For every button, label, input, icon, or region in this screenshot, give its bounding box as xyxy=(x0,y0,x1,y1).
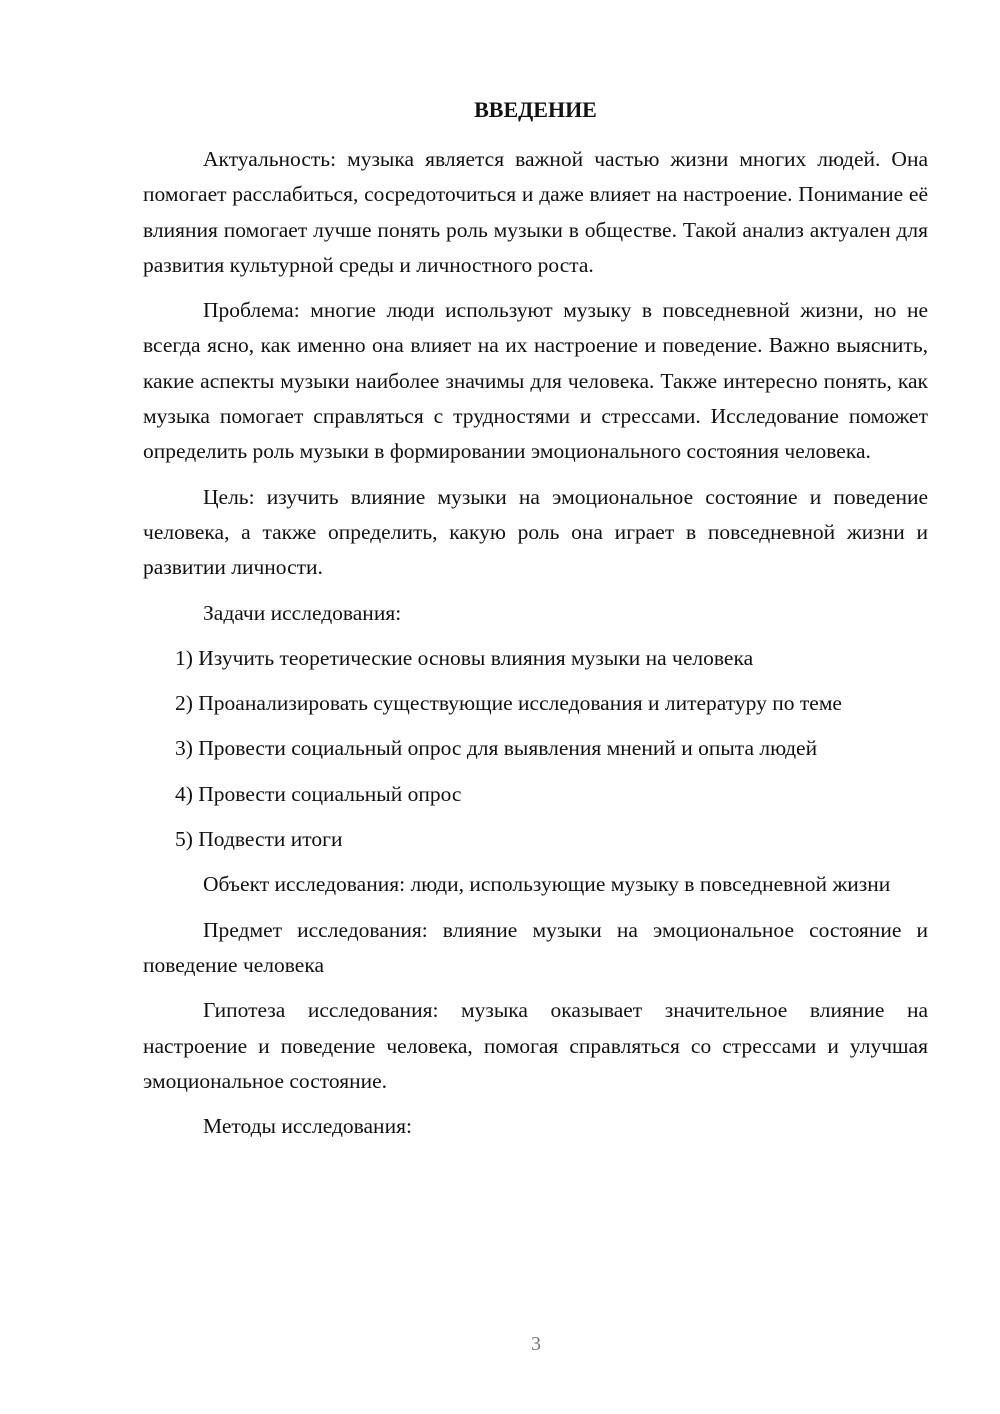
paragraph-tasks-heading: Задачи исследования: xyxy=(203,600,402,625)
list-item: 4) Провести социальный опрос xyxy=(175,781,462,806)
page-number: 3 xyxy=(531,1333,541,1355)
paragraph-subject: Предмет исследования: влияние музыки на эмоциональное состояние и поведение человека xyxy=(143,917,928,977)
paragraph-object: Объект исследования: люди, использующие музыку в повседневной жизни xyxy=(203,872,891,897)
paragraph-problem: Проблема: многие люди используют музыку в повседневной жизни, но не всегда ясно, как именно она влияет на их настроение и поведение. Важно выяснить, какие аспекты музыки наиболее значимы для человека. Также интересно понять, как музыка помогает справляться с трудностями и стрессами. Исследование поможет определить роль музыки в формировании эмоционального состояния человека. xyxy=(143,298,928,464)
paragraph-relevance: Актуальность: музыка является важной частью жизни многих людей. Она помогает расслабиться, сосредоточиться и даже влияет на настроение. Понимание её влияния помогает лучше понять роль музыки в обществе. Такой анализ актуален для развития культурной среды и личностного роста. xyxy=(143,147,928,277)
paragraph-goal: Цель: изучить влияние музыки на эмоциональное состояние и поведение человека, а также определить, какую роль она играет в повседневной жизни и развитии личности. xyxy=(143,484,928,580)
paragraph-methods: Методы исследования: xyxy=(203,1114,412,1139)
paragraph-hypothesis: Гипотеза исследования: музыка оказывает значительное влияние на настроение и поведение человека, помогая справляться со стрессами и улучшая эмоциональное состояние. xyxy=(143,998,928,1093)
list-item: 1) Изучить теоретические основы влияния музыки на человека xyxy=(175,645,754,670)
list-item: 3) Провести социальный опрос для выявления мнений и опыта людей xyxy=(175,736,818,761)
section-title: ВВЕДЕНИЕ xyxy=(474,97,597,122)
page-content xyxy=(143,92,928,1154)
list-item: 5) Подвести итоги xyxy=(175,827,343,852)
list-item: 2) Проанализировать существующие исследования и литературу по теме xyxy=(175,691,842,716)
tasks-list xyxy=(143,641,928,857)
